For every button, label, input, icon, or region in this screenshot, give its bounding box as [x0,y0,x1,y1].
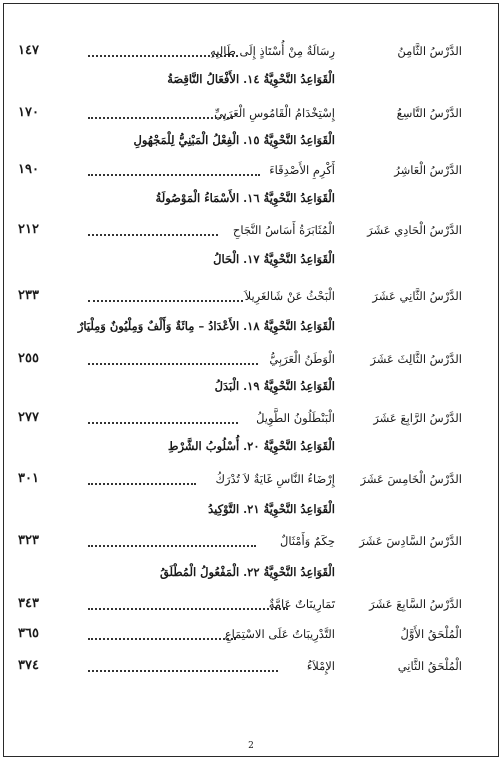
toc-entry [4,285,498,309]
page-number: ٢٥٥ [18,351,39,366]
dot-leader [88,545,256,547]
toc-entry [4,40,498,64]
page-number: ١٩٠ [18,162,39,177]
lesson-title: حِكَمٌ وَأَمْثَالٌ [279,534,335,548]
grammar-rule-line: الْقَوَاعِدُ النَّحْوِيَّةُ ١٥. الْفِعْلُ الْمَبْنِيُّ لِلْمَجْهُولِ [133,133,335,147]
lesson-label: الدَّرْسُ السَّابِعَ عَشَرَ [369,597,462,611]
grammar-rule-line: الْقَوَاعِدُ النَّحْوِيَّةُ ١٨. الأَعْدَادُ – مِائَةٌ وَأَلْفٌ وَمِلْيُونٌ وَمِلْيَارٌ [77,319,335,333]
lesson-label: الْمُلْحَقُ الثَّانِي [397,659,462,673]
toc-entry [4,407,498,431]
dot-leader [88,363,258,365]
toc-entry [4,219,498,243]
lesson-title: الْوَطَنُ الْعَرَبِيُّ [269,352,335,366]
lesson-label: الدَّرْسُ السَّادِسَ عَشَرَ [359,534,462,548]
lesson-title: أَكْرِمِ الأَصْدِقَاءَ [269,163,335,177]
dot-leader [88,234,218,236]
lesson-label: الدَّرْسُ الْخَامِسَ عَشَرَ [360,472,462,486]
lesson-label: الدَّرْسُ الْحَادِي عَشَرَ [367,223,462,237]
page-number: ٣٧٤ [18,658,39,673]
lesson-label: الدَّرْسُ الثَّالِثَ عَشَرَ [370,352,462,366]
dot-leader [88,670,278,672]
lesson-title: إِسْتِخْدَامُ الْقَامُوسِ الْعَرَبِيِّ [214,106,335,120]
lesson-label: الدَّرْسُ الثَّامِنُ [397,44,462,58]
page-number: ٢٣٣ [18,288,39,303]
dot-leader [88,422,238,424]
grammar-rule-line: الْقَوَاعِدُ النَّحْوِيَّةُ ٢٠. أُسْلُوبُ الشَّرْطِ [167,439,335,453]
grammar-rule-line: الْقَوَاعِدُ النَّحْوِيَّةُ ١٧. الْحَالُ [213,252,335,266]
page-number: ٣٤٣ [18,596,39,611]
lesson-title: الْمُثَابَرَةُ أَسَاسُ النَّجَاحِ [232,223,335,237]
page-footer-number: 2 [248,741,254,751]
toc-entry [4,655,498,679]
lesson-label: الدَّرْسُ الثَّانِي عَشَرَ [372,289,462,303]
lesson-label: الدَّرْسُ التَّاسِعُ [396,106,462,120]
page-number: ٢١٢ [18,222,39,237]
lesson-title: الْبَنْطَلُونُ الطَّوِيلُ [256,411,335,425]
page-number: ٣٢٣ [18,533,39,548]
toc-entry [4,593,498,617]
lesson-title: الإِمْلاَءُ [306,659,335,673]
lesson-label: الْمُلْحَقُ الأَوَّلُ [400,627,462,641]
page-number: ٣٦٥ [18,626,39,641]
page-number: ١٧٠ [18,105,39,120]
grammar-rule-line: الْقَوَاعِدُ النَّحْوِيَّةُ ٢١. التَّوْكِيدُ [208,502,335,516]
dot-leader [88,638,236,640]
grammar-rule-line: الْقَوَاعِدُ النَّحْوِيَّةُ ١٩. الْبَدَلُ [214,379,335,393]
lesson-label: الدَّرْسُ الرَّابِعَ عَشَرَ [373,411,462,425]
grammar-rule-line: الْقَوَاعِدُ النَّحْوِيَّةُ ٢٢. الْمَفْعُولُ الْمُطْلَقُ [159,565,335,579]
dot-leader [88,300,243,302]
page-number: ٣٠١ [18,471,39,486]
dot-leader [88,608,288,610]
toc-entry [4,530,498,554]
book-page [3,3,499,757]
lesson-title: تَمَارِينَاتٌ عَامَّةٌ [268,597,335,611]
dot-leader [88,174,260,176]
page-number: ٢٧٧ [18,410,39,425]
toc-entry [4,623,498,647]
lesson-label: الدَّرْسُ الْعَاشِرُ [394,163,462,177]
toc-entry [4,348,498,372]
lesson-title: التَّدْرِيبَاتُ عَلَى الاسْتِمَاعِ [224,627,335,641]
toc-entry [4,102,498,126]
lesson-title: إِرْضَاءُ النَّاسِ غَايَةٌ لاَ تُدْرَكُ [215,472,335,486]
grammar-rule-line: الْقَوَاعِدُ النَّحْوِيَّةُ ١٤. الأَفْعَالُ النَّاقِصَةُ [167,72,335,86]
toc-entry [4,468,498,492]
dot-leader [88,55,238,57]
toc-entry [4,159,498,183]
lesson-title: رِسَالَةٌ مِنْ أُسْتَاذٍ إِلَى طَالِبِهِ [210,44,335,58]
page-number: ١٤٧ [18,43,39,58]
lesson-title: الْبَحْثُ عَنْ شَالغَرِيلاَ [244,289,335,303]
dot-leader [88,483,196,485]
table-of-contents [4,4,498,756]
dot-leader [88,117,233,119]
grammar-rule-line: الْقَوَاعِدُ النَّحْوِيَّةُ ١٦. الأَسْمَاءُ الْمَوْصُولَةُ [155,191,335,205]
